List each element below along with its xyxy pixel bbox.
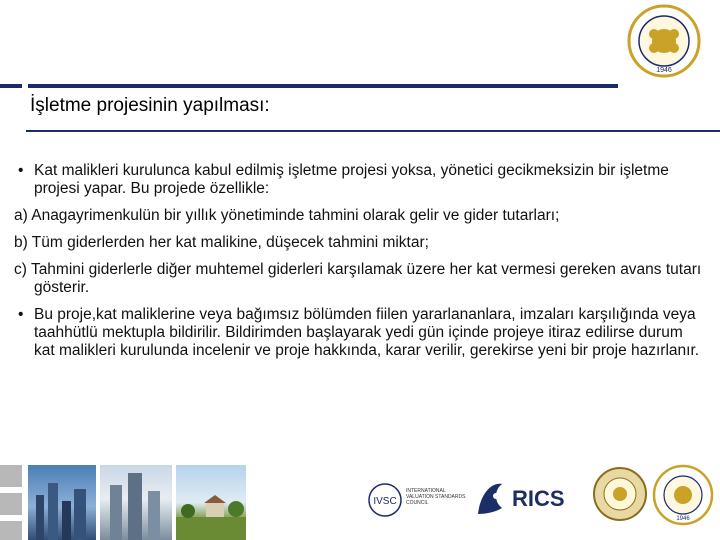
small-seal-year: 1946 xyxy=(676,516,690,522)
paragraph-5 xyxy=(14,306,706,360)
seal-year: 1946 xyxy=(656,67,672,74)
header-rule-left xyxy=(0,84,22,88)
bullet-marker: • xyxy=(18,306,24,323)
gold-seal-logo-icon xyxy=(592,466,648,522)
ivsc-subtitle: INTERNATIONAL VALUATION STANDARDS COUNCIL xyxy=(406,488,466,506)
ankara-university-small-seal-icon xyxy=(652,464,714,526)
header-rule xyxy=(28,84,618,88)
slide-body xyxy=(14,162,706,369)
rics-text: RICS xyxy=(512,486,565,511)
slide-title: İşletme projesinin yapılması: xyxy=(30,95,270,116)
paragraph-1-text: Kat malikleri kurulunca kabul edilmiş işletme projesi yoksa, yönetici gecikmeksizin bir işletme projesi yapar. Bu projede özellikle: xyxy=(34,162,669,197)
rics-logo-icon xyxy=(472,476,584,520)
countryside-image xyxy=(176,465,246,540)
paragraph-b: b) Tüm giderlerden her kat malikine, düşecek tahmini miktar; xyxy=(14,234,429,251)
bullet-marker: • xyxy=(18,162,24,179)
ankara-university-seal-icon xyxy=(624,4,704,78)
skyscrapers-image xyxy=(100,465,172,540)
ivsc-logo-icon xyxy=(368,480,468,520)
footer-left-bars xyxy=(0,465,24,540)
ivsc-text: IVSC xyxy=(373,496,397,507)
paragraph-c: c) Tahmini giderlerle diğer muhtemel giderleri karşılamak üzere her kat vermesi gereken avans tutarı gösterir. xyxy=(14,261,702,296)
paragraph-1 xyxy=(14,162,706,198)
title-underline xyxy=(26,130,720,132)
paragraph-a: a) Anagayrimenkulün bir yıllık yönetiminde tahmini olarak gelir ve gider tutarları; xyxy=(14,207,560,224)
paragraph-5-text: Bu proje,kat maliklerine veya bağımsız bölümden fiilen yararlananlara, imzaları karşılığında veya taahhütlü mektupla bildirilir. Bildirimden başlayarak yedi gün içinde projeye itiraz edilirse durum kat malikleri kurulunda incelenir ve proje hakkında, karar verilir, gerekirse yeni bir proje hazırlanır. xyxy=(34,306,700,359)
city-skyline-image xyxy=(28,465,96,540)
